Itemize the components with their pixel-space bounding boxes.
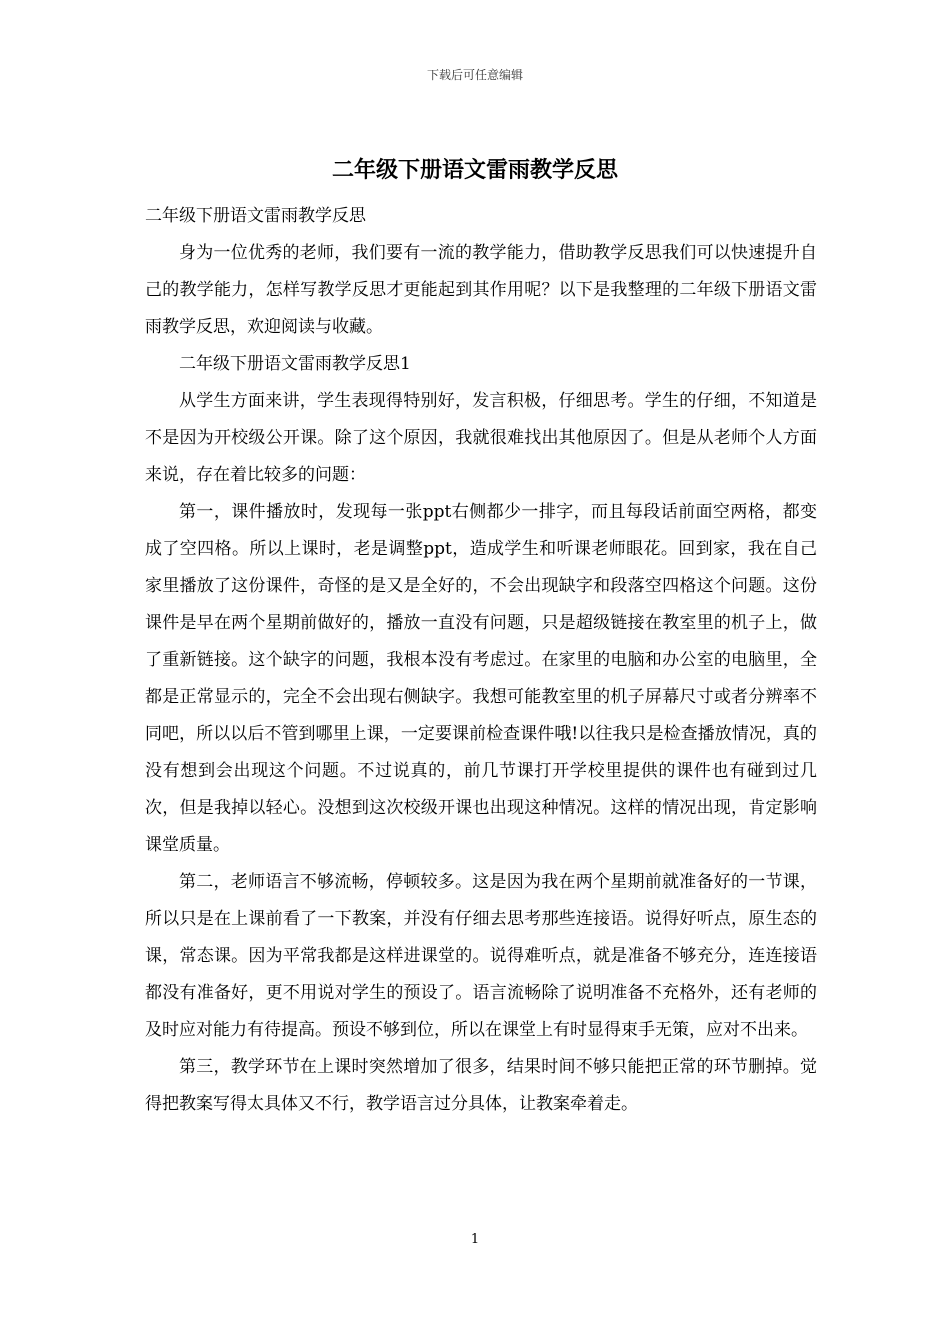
document-body [145, 198, 817, 1123]
body-paragraph: 从学生方面来讲，学生表现得特别好，发言积极，仔细思考。学生的仔细，不知道是不是因为开校级公开课。除了这个原因，我就很难找出其他原因了。但是从老师个人方面来说，存在着比较多的问题： [145, 391, 817, 485]
page-number: 1 [470, 1232, 480, 1247]
section-heading: 二年级下册语文雷雨教学反思1 [179, 354, 411, 374]
header-note: 下载后可任意编辑 [426, 68, 523, 82]
subtitle-paragraph: 二年级下册语文雷雨教学反思 [145, 206, 366, 226]
intro-paragraph: 身为一位优秀的老师，我们要有一流的教学能力，借助教学反思我们可以快速提升自己的教学能力，怎样写教学反思才更能起到其作用呢？以下是我整理的二年级下册语文雷雨教学反思，欢迎阅读与收藏。 [145, 243, 817, 337]
document-title: 二年级下册语文雷雨教学反思 [331, 157, 618, 183]
body-paragraph: 第三，教学环节在上课时突然增加了很多，结果时间不够只能把正常的环节删掉。觉得把教案写得太具体又不行，教学语言过分具体，让教案牵着走。 [145, 1057, 817, 1114]
body-paragraph: 第一，课件播放时，发现每一张ppt右侧都少一排字，而且每段话前面空两格，都变成了空四格。所以上课时，老是调整ppt，造成学生和听课老师眼花。回到家，我在自己家里播放了这份课件，奇怪的是又是全好的，不会出现缺字和段落空四格这个问题。这份课件是早在两个星期前做好的，播放一直没有问题，只是超级链接在教室里的机子上，做了重新链接。这个缺字的问题，我根本没有考虑过。在家里的电脑和办公室的电脑里，全都是正常显示的，完全不会出现右侧缺字。我想可能教室里的机子屏幕尺寸或者分辨率不同吧，所以以后不管到哪里上课，一定要课前检查课件哦!以往我只是检查播放情况，真的没有想到会出现这个问题。不过说真的，前几节课打开学校里提供的课件也有碰到过几次，但是我掉以轻心。没想到这次校级开课也出现这种情况。这样的情况出现，肯定影响课堂质量。 [145, 502, 817, 855]
body-paragraph: 第二，老师语言不够流畅，停顿较多。这是因为我在两个星期前就准备好的一节课，所以只是在上课前看了一下教案，并没有仔细去思考那些连接语。说得好听点，原生态的课，常态课。因为平常我都是这样进课堂的。说得难听点，就是准备不够充分，连连接语都没有准备好，更不用说对学生的预设了。语言流畅除了说明准备不充格外，还有老师的及时应对能力有待提高。预设不够到位，所以在课堂上有时显得束手无策，应对不出来。 [145, 872, 817, 1040]
